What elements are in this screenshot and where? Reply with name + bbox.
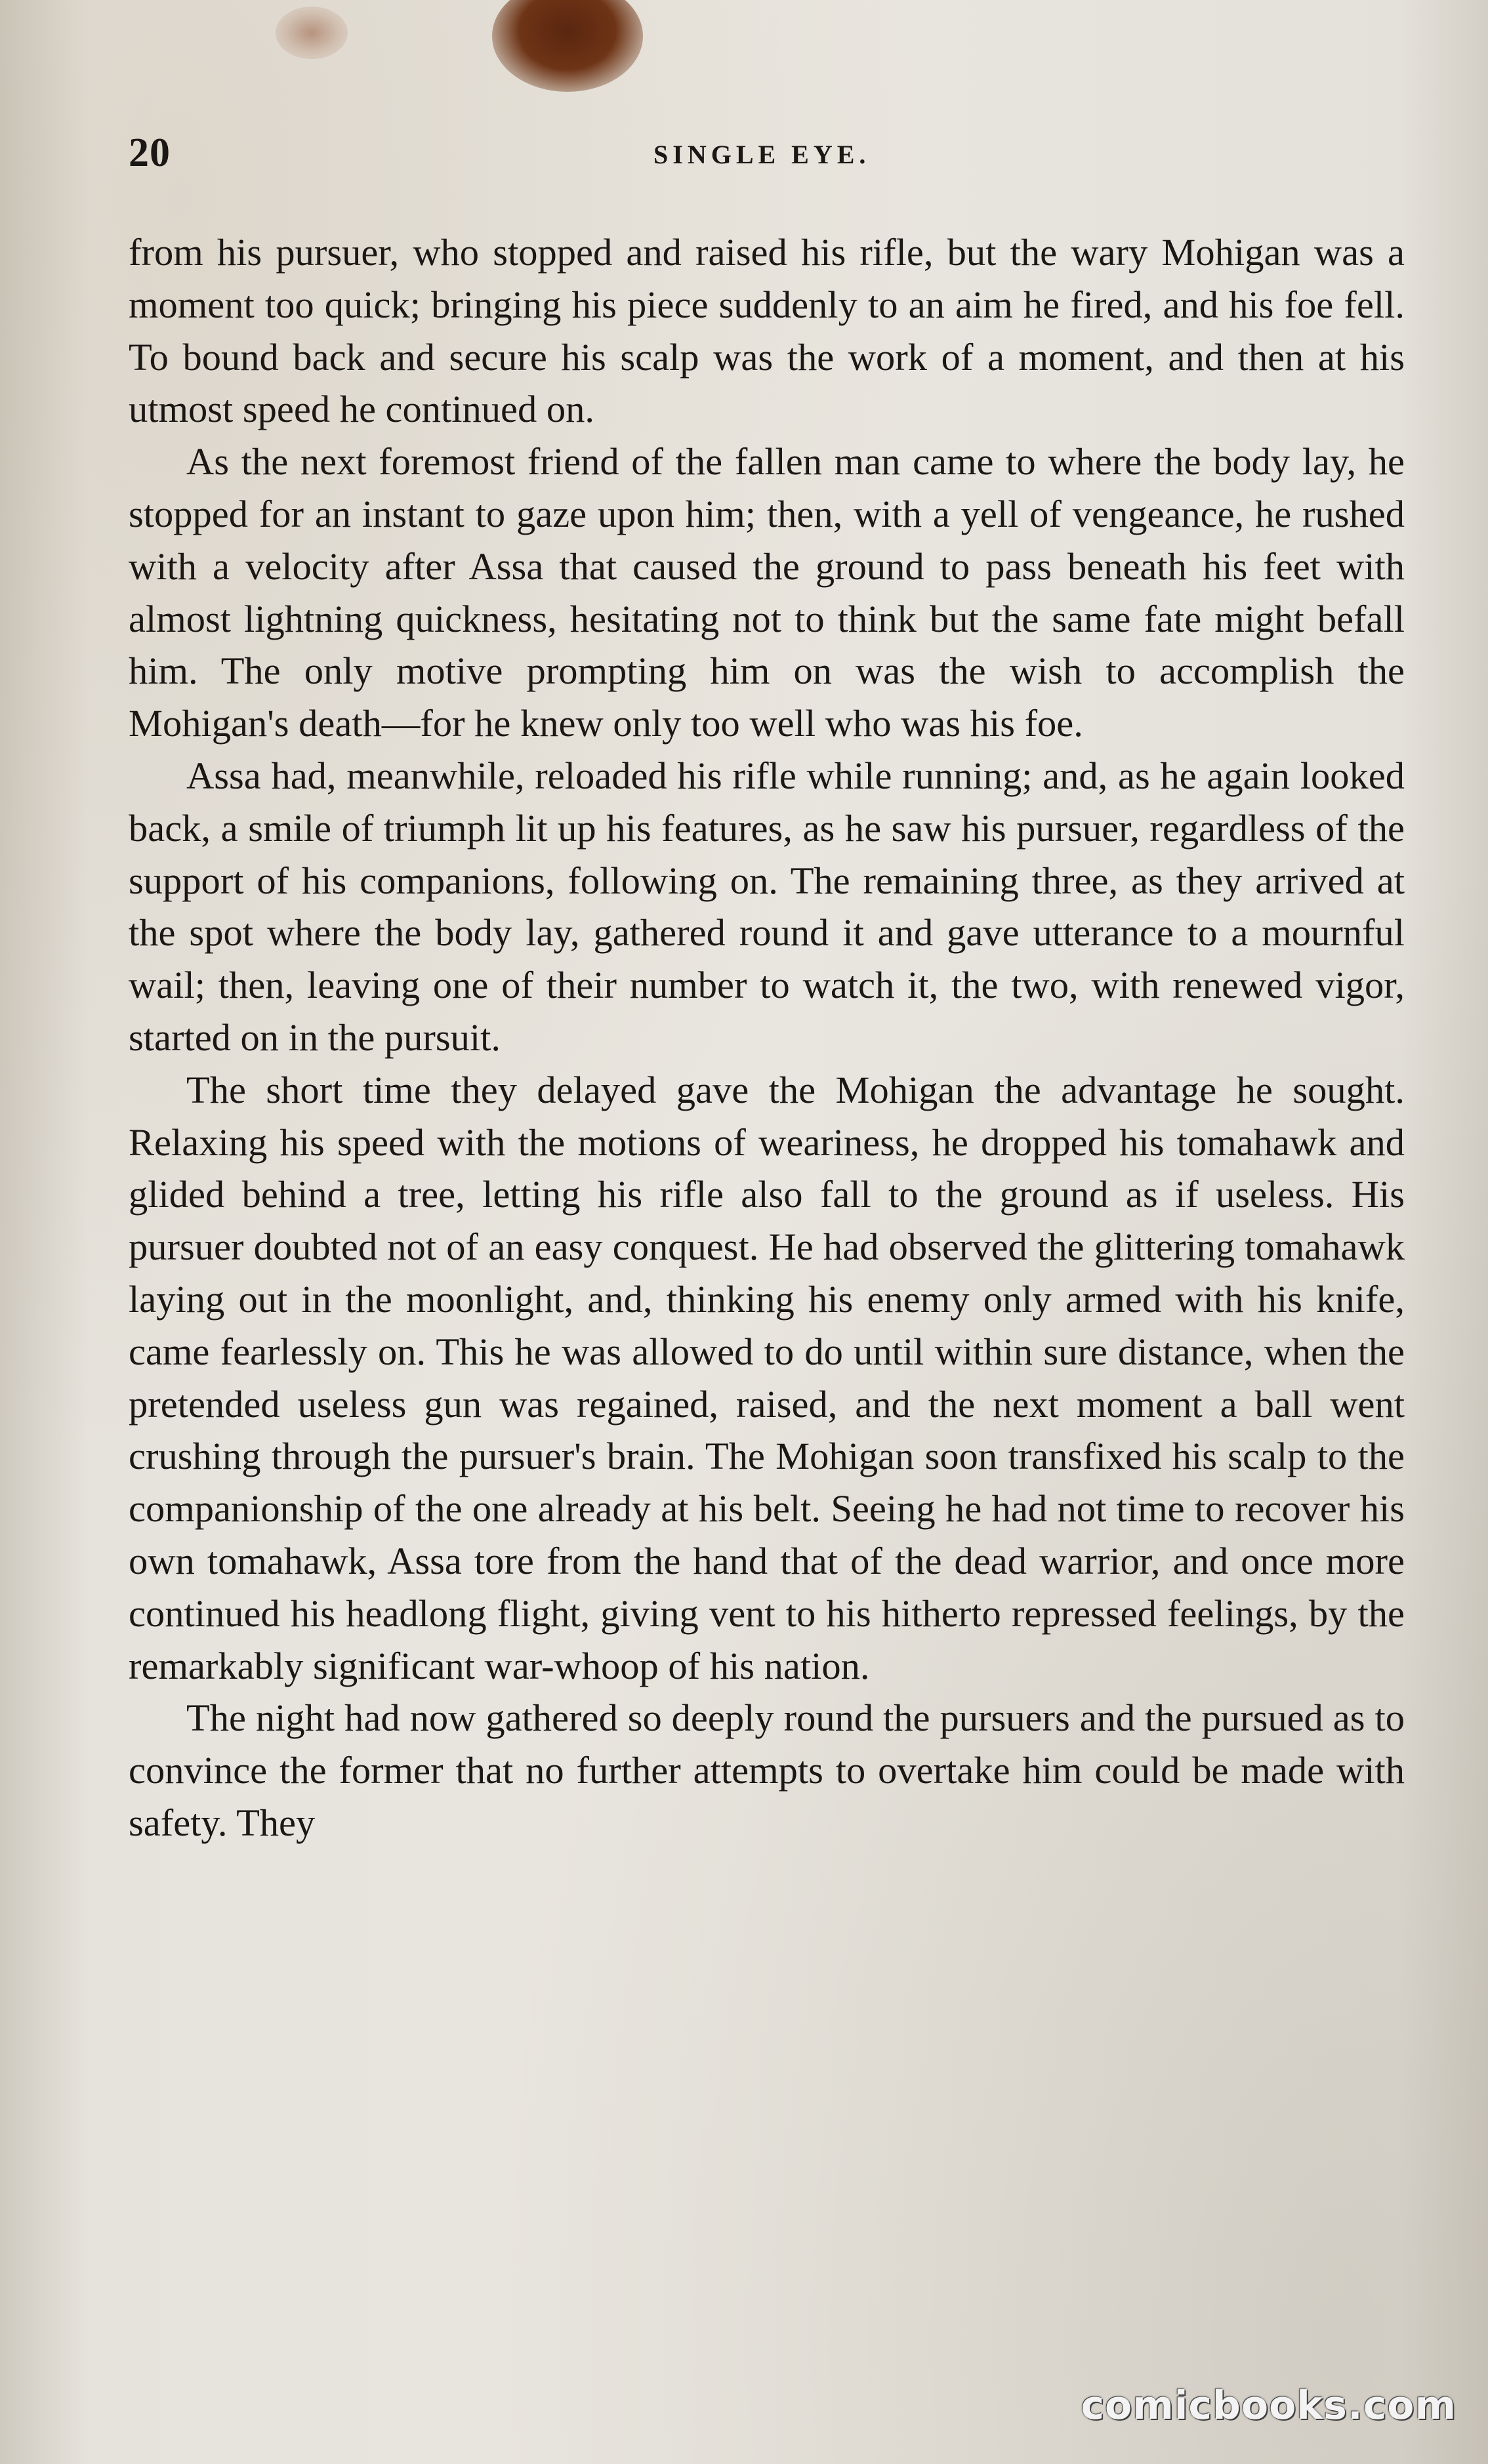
paragraph: The short time they delayed gave the Mohigan the advantage he sought. Relaxing his speed with the motions of weariness, he dropped his tomahawk and glided behind a tree, letting his rifle also fall to the ground as if useless. His pursuer doubted not of an easy conquest. He had observed the glittering tomahawk laying out in the moonlight, and, thinking his enemy only armed with his knife, came fearlessly on. This he was allowed to do until within sure distance, when the pretended useless gun was regained, raised, and the next moment a ball went crushing through the pursuer's brain. The Mohigan soon transfixed his scalp to the companionship of the one already at his belt. Seeing he had not time to recover his own tomahawk, Assa tore from the hand that of the dead warrior, and once more continued his headlong flight, giving vent to his hitherto repressed feelings, by the remarkably significant war-whoop of his nation. xyxy=(129,1068,1405,1687)
page-number: 20 xyxy=(129,131,171,175)
watermark: comicbooks.com xyxy=(1081,2383,1457,2429)
paragraph: from his pursuer, who stopped and raised his rifle, but the wary Mohigan was a moment too quick; bringing his piece suddenly to an aim he fired, and his foe fell. To bound back and secure his scalp was the work of a moment, and then at his utmost speed he continued on. xyxy=(129,231,1405,431)
page-header xyxy=(129,130,1401,182)
faint-stain xyxy=(276,7,348,59)
ink-stain xyxy=(492,0,643,92)
paragraph: The night had now gathered so deeply round the pursuers and the pursued as to convince the former that no further attempts to overtake him could be made with safety. They xyxy=(129,1696,1405,1844)
running-title: SINGLE EYE. xyxy=(653,140,871,169)
body-text xyxy=(129,226,1405,1849)
paragraph: Assa had, meanwhile, reloaded his rifle while running; and, as he again looked back, a smile of triumph lit up his features, as he saw his pursuer, regardless of the support of his companions, following on. The remaining three, as they arrived at the spot where the body lay, gathered round it and gave utterance to a mournful wail; then, leaving one of their number to watch it, the two, with renewed vigor, started on in the pursuit. xyxy=(129,754,1405,1059)
paragraph: As the next foremost friend of the fallen man came to where the body lay, he stopped for an instant to gaze upon him; then, with a yell of vengeance, he rushed with a velocity after Assa that caused the ground to pass beneath his feet with almost lightning quickness, hesitating not to think but the same fate might befall him. The only motive prompting him on was the wish to accomplish the Mohigan's death—for he knew only too well who was his foe. xyxy=(129,440,1405,745)
